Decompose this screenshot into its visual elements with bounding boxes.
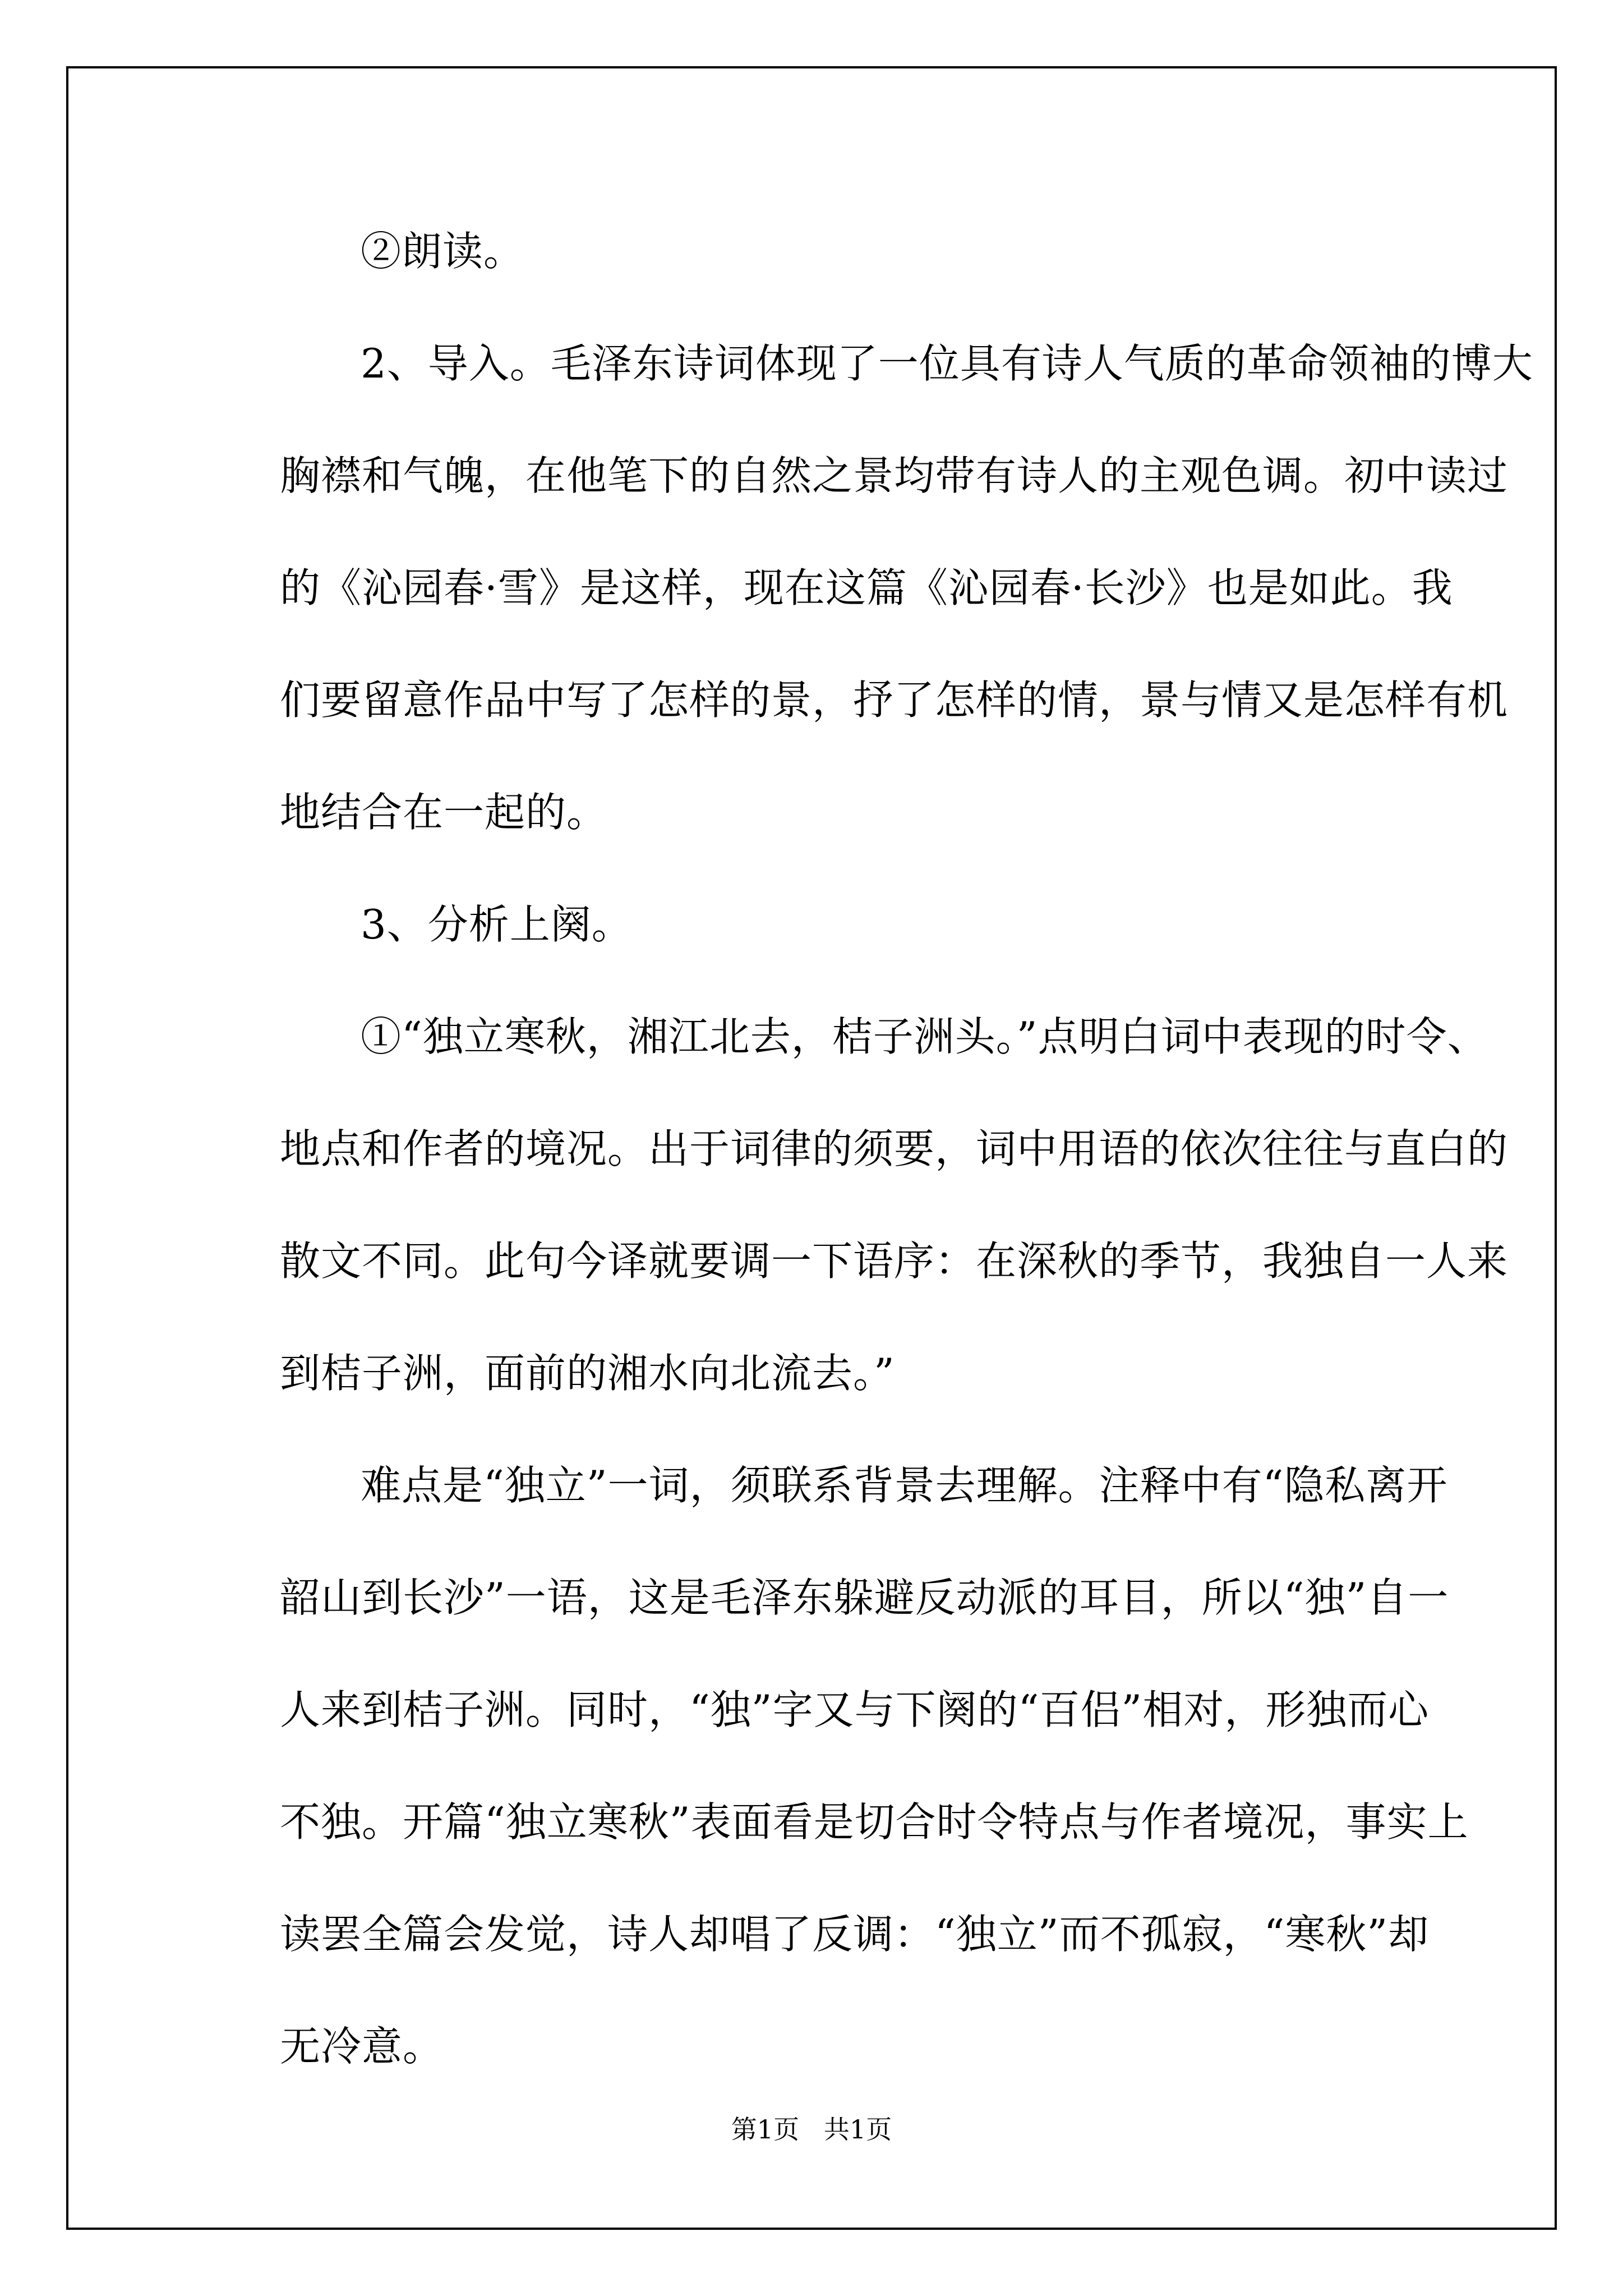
paragraph-analysis-heading bbox=[199, 868, 1433, 981]
document-body bbox=[199, 195, 1533, 2102]
text-line: ①“独立寒秋，湘江北去，桔子洲头。”点明白词中表现的时令、 bbox=[361, 1013, 1488, 1060]
text-line: 不独。开篇“独立寒秋”表面看是切合时令特点与作者境况，事实上 bbox=[280, 1798, 1469, 1846]
text-line: 胸襟和气魄，在他笔下的自然之景均带有诗人的主观色调。初中读过 bbox=[280, 452, 1509, 499]
text-line: 读罢全篇会发觉，诗人却唱了反调：“独立”而不孤寂，“寒秋”却 bbox=[280, 1911, 1430, 1958]
text-line: 2、导入。毛泽东诗词体现了一位具有诗人气质的革命领袖的博大 bbox=[361, 340, 1533, 387]
text-line: 的《沁园春·雪》是这样，现在这篇《沁园春·长沙》也是如此。我 bbox=[280, 564, 1453, 611]
text-line: 到桔子洲，面前的湘水向北流去。” bbox=[280, 1350, 895, 1397]
text-line: ②朗读。 bbox=[361, 228, 525, 275]
text-line: 3、分析上阕。 bbox=[361, 901, 633, 948]
paragraph-introduction bbox=[199, 307, 1533, 868]
paragraph-analysis-point-1 bbox=[199, 981, 1509, 1429]
text-line: 人来到桔子洲。同时，“独”字又与下阕的“百侣”相对，形独而心 bbox=[280, 1686, 1430, 1733]
text-line: 地结合在一起的。 bbox=[280, 789, 608, 836]
text-line: 们要留意作品中写了怎样的景，抒了怎样的情，景与情又是怎样有机 bbox=[280, 677, 1509, 724]
page-number-footer: 第1页 共1页 bbox=[731, 2114, 892, 2145]
text-line: 无冷意。 bbox=[280, 2023, 444, 2070]
paragraph-reading bbox=[199, 195, 1433, 307]
text-line: 难点是“独立”一词，须联系背景去理解。注释中有“隐私离开 bbox=[361, 1462, 1448, 1509]
text-line: 散文不同。此句今译就要调一下语序：在深秋的季节，我独自一人来 bbox=[280, 1237, 1509, 1285]
paragraph-difficulty bbox=[199, 1429, 1469, 2102]
text-line: 地点和作者的境况。出于词律的须要，词中用语的依次往往与直白的 bbox=[280, 1125, 1509, 1172]
text-line: 韶山到长沙”一语，这是毛泽东躲避反动派的耳目，所以“独”自一 bbox=[280, 1574, 1449, 1621]
